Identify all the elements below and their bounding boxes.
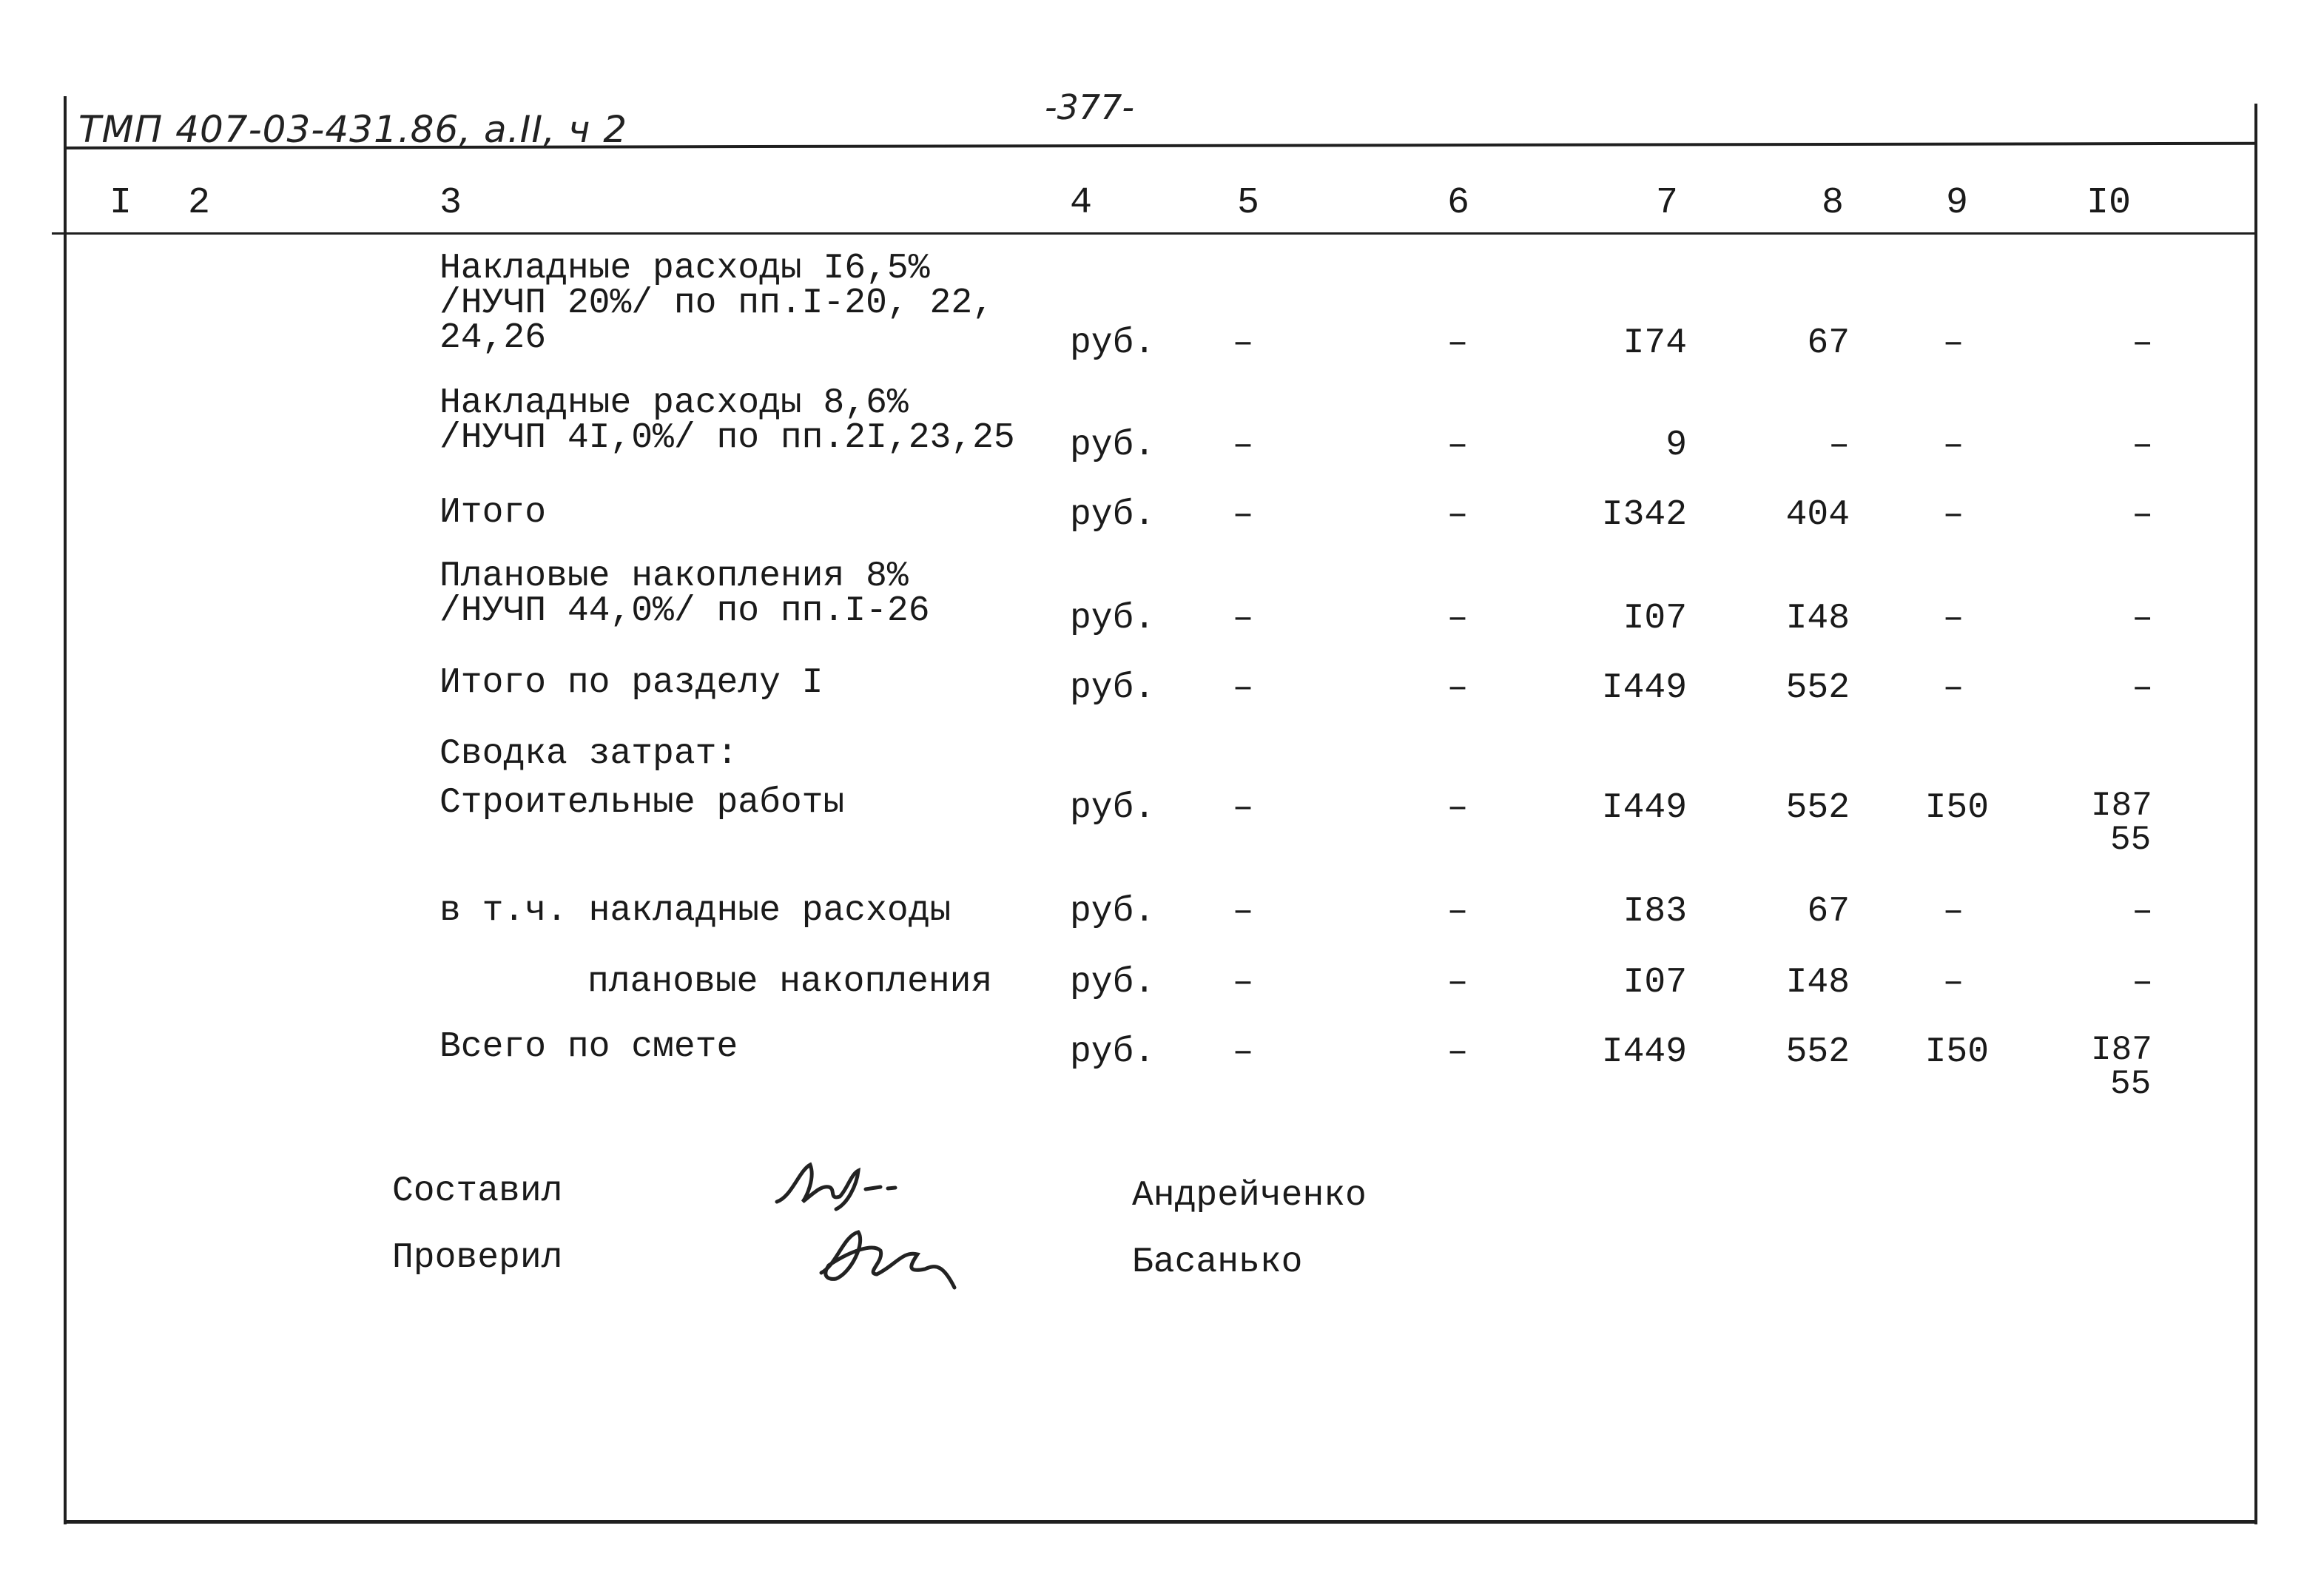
header-row-bottom-line bbox=[52, 232, 2257, 235]
row-col8: 404 bbox=[1785, 495, 1850, 535]
row-col10-main: I87 bbox=[2091, 1031, 2152, 1069]
column-header-3: 3 bbox=[439, 182, 462, 224]
row-col9: – bbox=[1942, 599, 1964, 639]
row-col6: – bbox=[1446, 963, 1469, 1003]
row-col10-main: I87 bbox=[2091, 787, 2152, 825]
column-header-7: 7 bbox=[1656, 182, 1679, 224]
row-col9: I50 bbox=[1924, 1032, 1989, 1072]
column-header-4: 4 bbox=[1070, 182, 1093, 224]
row-col5: – bbox=[1232, 963, 1254, 1003]
row-col9: – bbox=[1942, 323, 1964, 363]
column-header-5: 5 bbox=[1237, 182, 1260, 224]
row-col5: – bbox=[1232, 426, 1254, 465]
row-unit: руб. bbox=[1070, 599, 1156, 639]
row-col10: – bbox=[2132, 668, 2153, 708]
summary-heading: Сводка затрат: bbox=[439, 734, 738, 774]
row-col6: – bbox=[1446, 892, 1469, 932]
compiled-by-name: Андрейченко bbox=[1132, 1176, 1367, 1216]
frame-right-border bbox=[2254, 104, 2257, 1524]
row-col10: – bbox=[2132, 963, 2153, 1003]
row-col7: I07 bbox=[1623, 963, 1687, 1003]
column-header-9: 9 bbox=[1946, 182, 1969, 224]
row-description: плановые накопления bbox=[587, 962, 993, 1002]
row-col5: – bbox=[1232, 1032, 1254, 1072]
row-col6: – bbox=[1446, 323, 1469, 363]
row-unit: руб. bbox=[1070, 495, 1156, 535]
column-header-8: 8 bbox=[1822, 182, 1845, 224]
row-col10-sub: 55 bbox=[2110, 821, 2152, 859]
column-header-2: 2 bbox=[188, 182, 211, 224]
row-col7: I449 bbox=[1601, 668, 1687, 708]
row-col8: I48 bbox=[1785, 599, 1850, 639]
checked-by-label: Проверил bbox=[392, 1238, 563, 1278]
row-col6: – bbox=[1446, 495, 1469, 535]
row-description: Накладные расходы 8,6% /НУЧП 4I,0%/ по пп.2I,23,25 bbox=[439, 383, 1015, 459]
row-description: Строительные работы bbox=[439, 783, 845, 823]
column-header-10: I0 bbox=[2086, 182, 2132, 224]
row-col6: – bbox=[1446, 426, 1469, 465]
row-col8: 552 bbox=[1785, 1032, 1850, 1072]
signature-scribble-compiled bbox=[769, 1156, 917, 1215]
row-col9: – bbox=[1942, 892, 1964, 932]
column-header-1: I bbox=[110, 182, 132, 224]
row-col8: 552 bbox=[1785, 788, 1850, 828]
row-col9: – bbox=[1942, 495, 1964, 535]
row-col10: – bbox=[2132, 426, 2153, 465]
row-unit: руб. bbox=[1070, 788, 1156, 828]
row-col5: – bbox=[1232, 495, 1254, 535]
row-col9: – bbox=[1942, 426, 1964, 465]
frame-bottom-border bbox=[64, 1520, 2257, 1524]
row-description: в т.ч. накладные расходы bbox=[439, 891, 952, 931]
signature-scribble-checked bbox=[806, 1221, 969, 1295]
row-description: Итого bbox=[439, 493, 547, 533]
row-unit: руб. bbox=[1070, 323, 1156, 363]
row-col5: – bbox=[1232, 599, 1254, 639]
frame-left-border bbox=[64, 96, 67, 1524]
row-col8: 67 bbox=[1807, 892, 1850, 932]
row-col10: – bbox=[2132, 892, 2153, 932]
row-col10-sub: 55 bbox=[2110, 1065, 2152, 1103]
row-col8: 67 bbox=[1807, 323, 1850, 363]
row-col5: – bbox=[1232, 892, 1254, 932]
compiled-by-label: Составил bbox=[392, 1171, 563, 1211]
row-col10: – bbox=[2132, 599, 2153, 639]
row-col5: – bbox=[1232, 788, 1254, 828]
row-col8: – bbox=[1828, 426, 1850, 465]
page-number: -377- bbox=[1045, 87, 1134, 127]
row-description: Плановые накопления 8% /НУЧП 44,0%/ по пп.I-26 bbox=[439, 556, 930, 632]
row-col9: – bbox=[1942, 668, 1964, 708]
row-description: Итого по разделу I bbox=[439, 663, 823, 703]
row-unit: руб. bbox=[1070, 963, 1156, 1003]
row-unit: руб. bbox=[1070, 892, 1156, 932]
row-col10: – bbox=[2132, 323, 2153, 363]
row-unit: руб. bbox=[1070, 1032, 1156, 1072]
row-col8: 552 bbox=[1785, 668, 1850, 708]
row-col9: I50 bbox=[1924, 788, 1989, 828]
row-col7: I449 bbox=[1601, 1032, 1687, 1072]
row-col6: – bbox=[1446, 788, 1469, 828]
column-header-6: 6 bbox=[1447, 182, 1470, 224]
row-col5: – bbox=[1232, 323, 1254, 363]
row-col9: – bbox=[1942, 963, 1964, 1003]
row-col10: – bbox=[2132, 495, 2153, 535]
document-code: ТМП 407-03-431.86, а.II, ч 2 bbox=[78, 108, 628, 151]
row-col5: – bbox=[1232, 668, 1254, 708]
row-col7: I07 bbox=[1623, 599, 1687, 639]
row-description: Накладные расходы I6,5% /НУЧП 20%/ по пп.I-20, 22, 24,26 bbox=[439, 249, 994, 359]
row-col6: – bbox=[1446, 599, 1469, 639]
row-unit: руб. bbox=[1070, 426, 1156, 465]
row-col6: – bbox=[1446, 1032, 1469, 1072]
row-description: Всего по смете bbox=[439, 1027, 738, 1067]
checked-by-name: Басанько bbox=[1132, 1242, 1303, 1282]
row-col8: I48 bbox=[1785, 963, 1850, 1003]
row-col7: I74 bbox=[1623, 323, 1687, 363]
row-col6: – bbox=[1446, 668, 1469, 708]
row-col7: I342 bbox=[1601, 495, 1687, 535]
row-col7: I449 bbox=[1601, 788, 1687, 828]
row-unit: руб. bbox=[1070, 668, 1156, 708]
row-col7: I83 bbox=[1623, 892, 1687, 932]
row-col7: 9 bbox=[1665, 426, 1687, 465]
